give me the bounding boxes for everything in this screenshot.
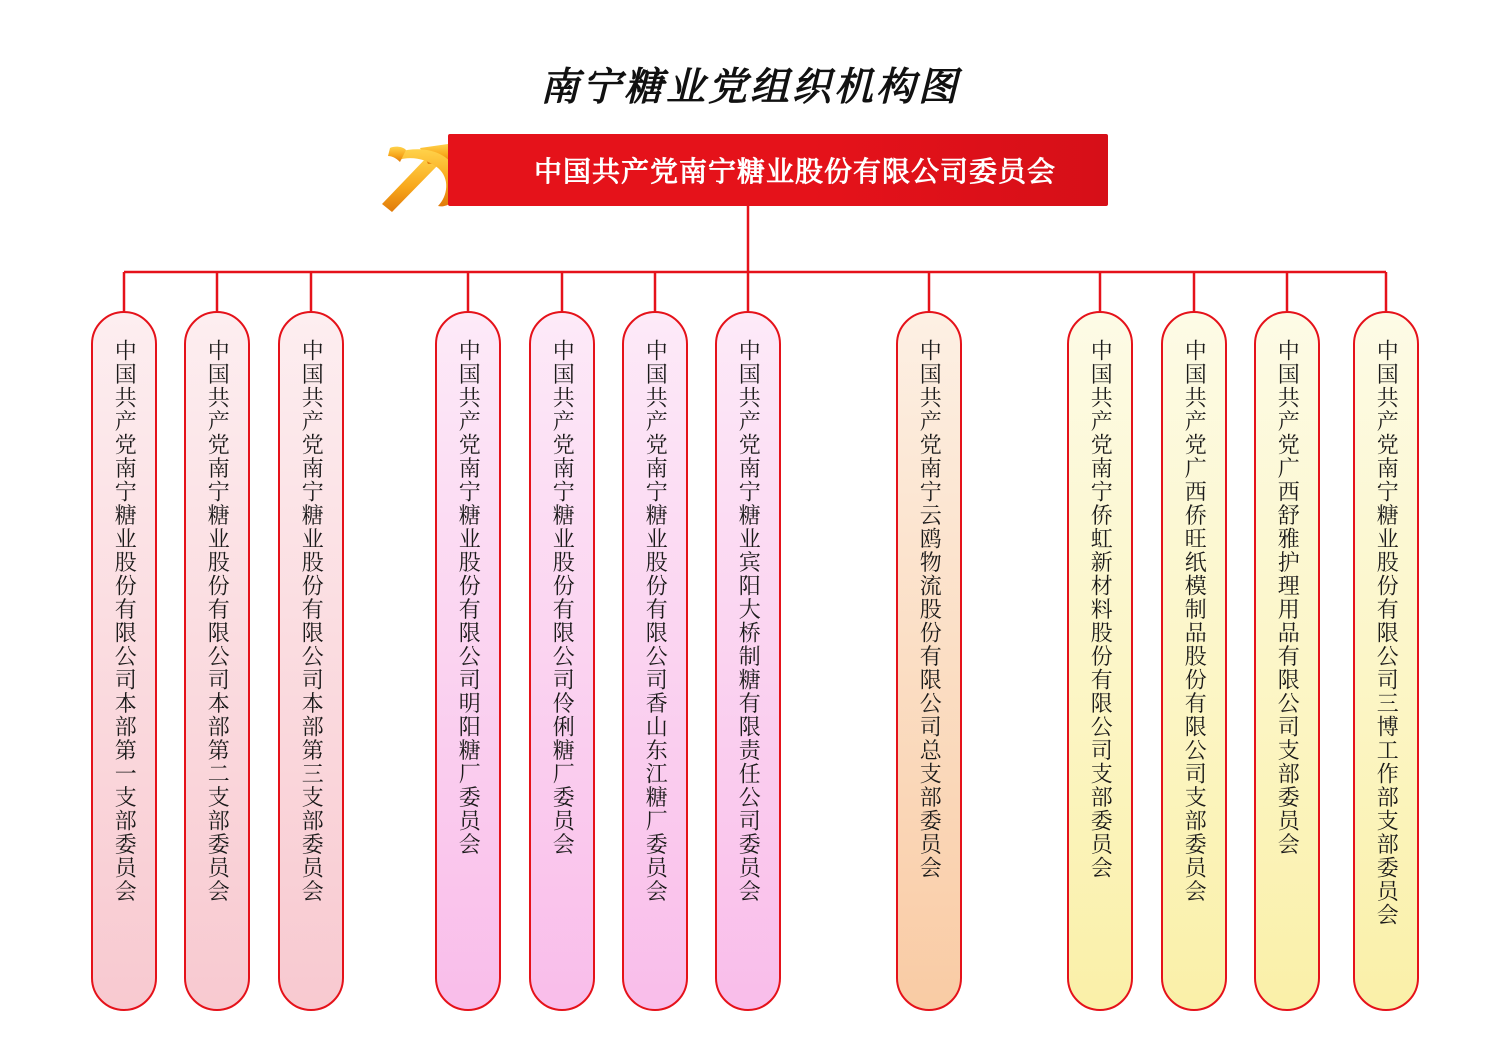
org-node-label: 中国共产党南宁糖业股份有限公司本部第三支部委员会 [299, 339, 325, 903]
org-node-label: 中国共产党南宁侨虹新材料股份有限公司支部委员会 [1088, 339, 1114, 880]
org-node-label: 中国共产党南宁糖业宾阳大桥制糖有限责任公司委员会 [736, 339, 762, 903]
org-node-label: 中国共产党南宁糖业股份有限公司香山东江糖厂委员会 [643, 339, 669, 903]
org-node[interactable] [896, 311, 962, 1011]
org-node-label: 中国共产党南宁糖业股份有限公司本部第一支部委员会 [112, 339, 138, 903]
org-node[interactable] [184, 311, 250, 1011]
root-banner[interactable] [448, 134, 1108, 206]
org-node[interactable] [91, 311, 157, 1011]
org-node[interactable] [1161, 311, 1227, 1011]
org-node[interactable] [622, 311, 688, 1011]
org-node[interactable] [1067, 311, 1133, 1011]
org-node[interactable] [1353, 311, 1419, 1011]
org-node[interactable] [529, 311, 595, 1011]
page-title: 南宁糖业党组织机构图 [539, 66, 960, 109]
root-node-label: 中国共产党南宁糖业股份有限公司委员会 [533, 156, 1056, 187]
org-node-label: 中国共产党南宁糖业股份有限公司本部第二支部委员会 [205, 339, 231, 903]
org-node[interactable] [278, 311, 344, 1011]
org-node-label: 中国共产党广西侨旺纸模制品股份有限公司支部委员会 [1182, 339, 1208, 903]
org-node-label: 中国共产党南宁糖业股份有限公司伶俐糖厂委员会 [550, 339, 576, 856]
org-node[interactable] [1254, 311, 1320, 1011]
org-node-label: 中国共产党南宁糖业股份有限公司三博工作部支部委员会 [1374, 339, 1400, 927]
org-node-label: 中国共产党南宁云鸥物流股份有限公司总支部委员会 [917, 339, 943, 880]
org-node[interactable] [435, 311, 501, 1011]
org-node-label: 中国共产党广西舒雅护理用品有限公司支部委员会 [1275, 339, 1301, 856]
org-node[interactable] [715, 311, 781, 1011]
root-node[interactable] [368, 134, 1108, 206]
org-node-label: 中国共产党南宁糖业股份有限公司明阳糖厂委员会 [456, 339, 482, 856]
